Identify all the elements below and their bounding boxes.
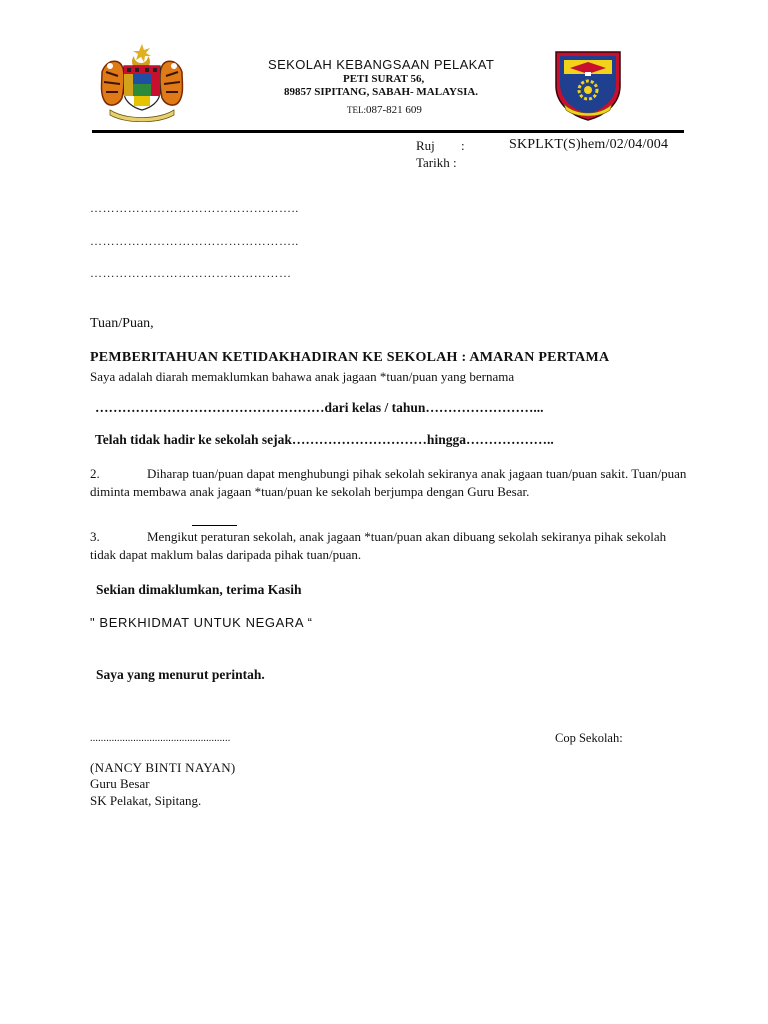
paragraph-3-text: Mengikut peraturan sekolah, anak jagaan *tuan/puan akan dibuang sekolah sekiranya pihak sekolah tidak dapat maklum balas daripada pihak tuan/puan. (90, 529, 667, 562)
student-name-class-blank: ……………………………………………dari kelas / tahun……………………... (95, 400, 544, 415)
letter-subject: PEMBERITAHUAN KETIDAKHADIRAN KE SEKOLAH : AMARAN PERTAMA (90, 350, 610, 365)
ruj-label: Ruj (416, 138, 435, 153)
paragraph-3 (90, 528, 690, 563)
tel-value: 087-821 609 (366, 104, 422, 116)
recipient-line-1: ………………………………………….. (90, 201, 299, 215)
paragraph-3-number: 3. (90, 529, 100, 544)
malaysia-coat-of-arms-icon (96, 42, 188, 127)
intro-text: Saya adalah diarah memaklumkan bahawa anak jagaan *tuan/puan yang bernama (90, 369, 515, 384)
paragraph-2-text: Diharap tuan/puan dapat menghubungi pihak sekolah sekiranya anak jagaan tuan/puan sakit. Tuan/puan diminta membawa anak jagaan *tuan/puan ke sekolah berjumpa dengan Guru Besar. (90, 466, 687, 499)
school-address: 89857 SIPITANG, SABAH- MALAYSIA. (284, 86, 479, 98)
recipient-line-3: ………………………………………… (90, 266, 292, 280)
recipient-line-2: ………………………………………….. (90, 234, 299, 248)
signature-line: .................................................... (90, 733, 231, 744)
paragraph-2-number: 2. (90, 466, 100, 481)
school-badge-icon (550, 46, 626, 127)
header-divider (92, 130, 684, 133)
telephone (347, 104, 422, 116)
ruj-colon: : (461, 138, 465, 153)
closing-line: Sekian dimaklumkan, terima Kasih (96, 582, 302, 597)
tel-label: TEL: (347, 105, 366, 115)
po-box: PETI SURAT 56, (343, 73, 425, 85)
signatory-name: (NANCY BINTI NAYAN) (90, 760, 236, 775)
paragraph-2 (90, 465, 690, 500)
motto: " BERKHIDMAT UNTUK NEGARA “ (90, 615, 313, 630)
signatory-title: Guru Besar (90, 776, 150, 791)
school-name: SEKOLAH KEBANGSAAN PELAKAT (268, 57, 495, 72)
school-stamp-label: Cop Sekolah: (555, 731, 623, 745)
absence-dates-blank: Telah tidak hadir ke sekolah sejak…………………………hingga……………….. (95, 432, 554, 447)
signatory-school: SK Pelakat, Sipitang. (90, 793, 202, 808)
ruj-value: SKPLKT(S)hem/02/04/004 (509, 137, 669, 152)
obedience-line: Saya yang menurut perintah. (96, 667, 265, 682)
salutation: Tuan/Puan, (90, 316, 154, 331)
underline-mark (192, 525, 237, 526)
tarikh-label: Tarikh : (416, 155, 457, 170)
